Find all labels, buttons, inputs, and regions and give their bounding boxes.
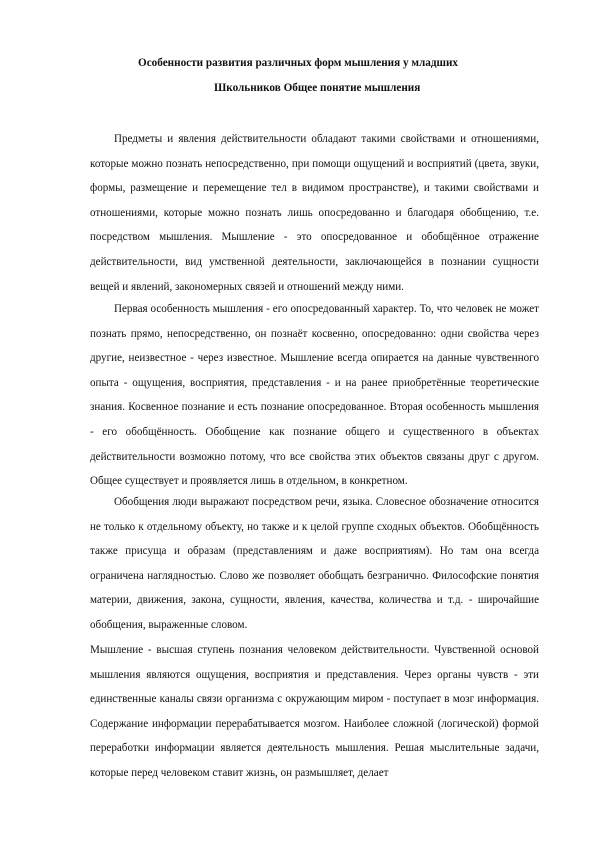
paragraph-text: Обобщения люди выражают посредством речи, языка. Словесное обозначение относится не только к отдельному объекту, но также и к целой группе сходных объектов. Обобщённость также присуща и образам (представлениям и даже восприятиям). Но там она всегда ограничена наглядностью. Слово же позволяет обобщать безгранично. Философские понятия материи, движения, закона, сущности, явления, качества, количества и т.д. - широчайшие обобщения, выраженные словом. bbox=[90, 496, 539, 631]
paragraph-4 bbox=[90, 638, 539, 786]
document-title-line-1: Особенности развития различных форм мышления у младших bbox=[138, 57, 458, 69]
paragraph-text: Первая особенность мышления - его опосредованный характер. То, что человек не может познать прямо, непосредственно, он познаёт косвенно, опосредованно: одни свойства через другие, неизвестное - через известное. Мышление всегда опирается на данные чувственного опыта - ощущения, восприятия, представления - и на ранее приобретённые теоретические знания. Косвенное познание и есть познание опосредованное. Вторая особенность мышления - его обобщённость. Обобщение как познание общего и существенного в объектах действительности возможно потому, что все свойства этих объектов связаны друг с другом. Общее существует и проявляется лишь в отдельном, в конкретном. bbox=[90, 303, 539, 488]
paragraph-1 bbox=[90, 127, 539, 299]
paragraph-text: Мышление - высшая ступень познания человеком действительности. Чувственной основой мышления являются ощущения, восприятия и представления. Через органы чувств - эти единственные каналы связи организма с окружающим миром - поступает в мозг информация. Содержание информации перерабатывается мозгом. Наиболее сложной (логической) формой переработки информации является деятельность мышления. Решая мыслительные задачи, которые перед человеком ставит жизнь, он размышляет, делает bbox=[90, 644, 539, 779]
paragraph-3 bbox=[90, 490, 539, 638]
document-title-line-2: Школьников Общее понятие мышления bbox=[214, 82, 421, 94]
paragraph-text: Предметы и явления действительности обладают такими свойствами и отношениями, которые можно познать непосредственно, при помощи ощущений и восприятий (цвета, звуки, формы, размещение и перемещение тел в видимом пространстве), и такими свойствами и отношениями, которые можно познать лишь опосредованно и благодаря обобщению, т.е. посредством мышления. Мышление - это опосредованное и обобщённое отражение действительности, вид умственной деятельности, заключающейся в познании сущности вещей и явлений, закономерных связей и отношений между ними. bbox=[90, 133, 539, 293]
paragraph-2 bbox=[90, 297, 539, 494]
